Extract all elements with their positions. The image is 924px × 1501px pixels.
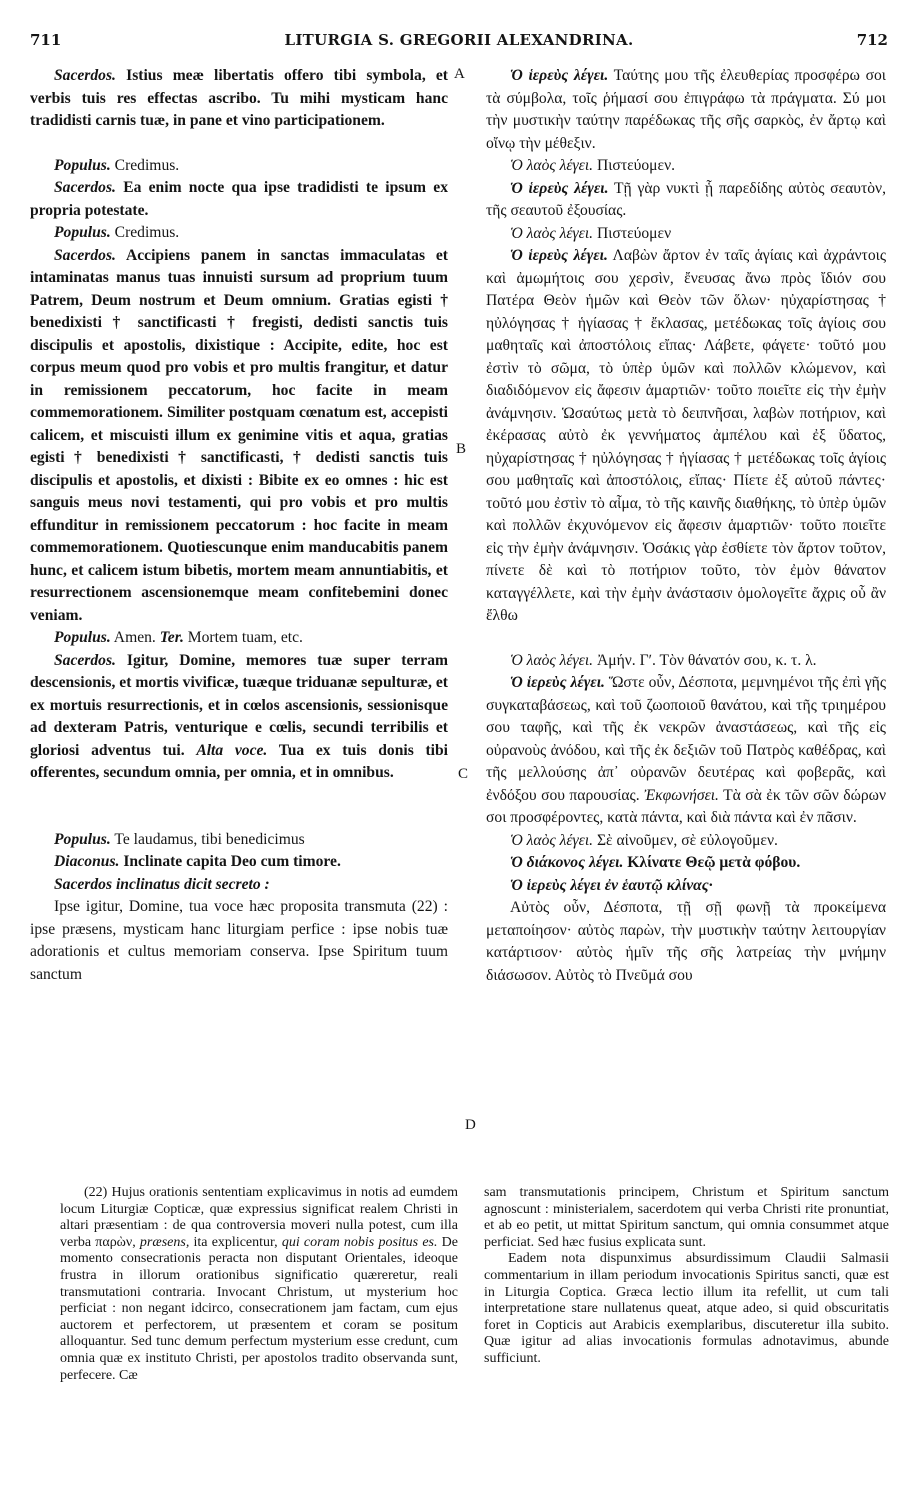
latin-rubric: Sacerdos inclinatus dicit secreto : bbox=[54, 875, 270, 893]
running-header bbox=[30, 31, 888, 57]
rubric-text: Ἐκφωνήσει. bbox=[644, 786, 719, 804]
speaker-label: Ὁ λαὸς λέγει. bbox=[510, 157, 594, 174]
greek-paragraph: Αὐτὸς οὖν, Δέσποτα, τῇ σῇ φωνῇ τὰ προκείμενα μεταποίησον· αὐτὸς παρὼν, τὴν μυστικὴν ταύτην λειτουργίαν κατάρτισον· αὐτὸς ἡμῖν τῆς σῆς λατρείας τὴν μνήμην διάσωσον. Αὐτὸς τὸ Πνεῦμά σου bbox=[486, 899, 886, 984]
greek-column bbox=[486, 65, 886, 987]
greek-paragraph bbox=[486, 830, 886, 853]
footnote-paragraph: Eadem nota dispunximus absurdissimum Claudii Salmasii commentarium in illam periodum invocationis Spiritus sancti, quæ est in Liturgia Coptica. Græca lectio illum ita refellit, ut cum tali interpretatione stare nullatenus queat, atque adeo, si quid obscuritatis foret in Copticis aut Arabicis exemplaribus, discuteretur illa subito. Quæ igitur ad alias invocationis formulas adnotavimus, abunde sufficiunt. bbox=[484, 1251, 889, 1366]
speaker-label: Sacerdos. bbox=[54, 651, 116, 669]
latin-paragraph: Ipse igitur, Domine, tua voce hæc proposita transmuta (22) : ipse præsens, mysticam hanc liturgiam perfice : ipse nobis tuæ adorationis et cultus memoriam conserva. Ipse Spiritum tuum sanctum bbox=[30, 898, 448, 983]
running-title: LITURGIA S. GREGORII ALEXANDRINA. bbox=[284, 31, 634, 49]
margin-letter-d: D bbox=[465, 1117, 476, 1133]
paragraph-text: Σὲ αἰνοῦμεν, σὲ εὐλογοῦμεν. bbox=[593, 831, 778, 849]
margin-letter-a: A bbox=[454, 66, 465, 82]
greek-paragraph bbox=[486, 65, 886, 155]
speaker-label: Sacerdos. bbox=[54, 246, 116, 264]
footnote-left-column bbox=[60, 1185, 458, 1384]
speaker-label: Populus. bbox=[54, 224, 111, 241]
page-number-right: 712 bbox=[856, 31, 888, 49]
latin-paragraph bbox=[30, 851, 448, 874]
footnote-paragraph bbox=[60, 1185, 458, 1384]
footnote-text: ita explicentur, bbox=[189, 1234, 282, 1250]
paragraph-text: Accipiens panem in sanctas immaculatas et intaminatas manus tuas innuisti sursum ad proprium tuum Patrem, Deum nostrum et Deum omnium. Gratias egisti † benedixisti † sanctificasti † fregisti, dedisti sanctis tuis discipulis et apostolis, dixistique : Accipite, edite, hoc est corpus meum quod pro vobis et pro multis frangitur, et datur in remissionem peccatorum, hoc facite in meam commemorationem. Similiter postquam cœnatum est, accepisti calicem, et miscuisti illum ex genimine vitis et aqua, gratias egisti † benedixisti † sanctificasti, † dedisti sanctis tuis discipulis et apostolis, et dixisti : Bibite ex eo omnes : hic est sanguis meus novi testamenti, qui pro vobis et pro multis effunditur in remissionem peccatorum : hoc facite in meam commemorationem. Quotiescunque enim manducabitis panem hunc, et calicem istum bibetis, mortem meam annuntiabitis, et resurrectionem ascensionemque meam confitebemini donec veniam. bbox=[30, 246, 448, 624]
speaker-label: Ὁ διάκονος λέγει. bbox=[510, 854, 624, 871]
latin-paragraph bbox=[30, 627, 448, 650]
greek-paragraph bbox=[486, 178, 886, 223]
latin-paragraph bbox=[30, 65, 448, 133]
margin-letter-b: B bbox=[456, 441, 467, 457]
greek-paragraph bbox=[486, 223, 886, 246]
footnote-text: qui coram nobis positus es. bbox=[281, 1234, 438, 1250]
paragraph-text: Ea enim nocte qua ipse tradidisti te ipsum ex propria potestate. bbox=[30, 179, 448, 219]
paragraph-text: Κλίνατε Θεῷ μετὰ φόβου. bbox=[623, 854, 801, 871]
margin-letter-c: C bbox=[458, 766, 469, 782]
paragraph-text: Ἀμήν. Γʹ. Τὸν θάνατόν σου, κ. τ. λ. bbox=[593, 651, 817, 669]
footnote-text: præsens, bbox=[139, 1234, 190, 1250]
speaker-label: Populus. bbox=[54, 156, 111, 174]
paragraph-text: Amen. bbox=[110, 629, 160, 646]
paragraph-text: Τῇ γὰρ νυκτὶ ᾗ παρεδίδης αὐτὸς σεαυτὸν, τῆς σεαυτοῦ ἐξουσίας. bbox=[486, 179, 886, 219]
latin-column bbox=[30, 65, 448, 986]
paragraph-text: Τὰ σὰ ἐκ τῶν σῶν δώρων σοι προσφέροντες, κατὰ πάντα, καὶ διὰ πάντα καὶ ἐν πᾶσιν. bbox=[486, 786, 886, 826]
footnote-text: De momento consecrationis peracta non disputant Orientales, ideoque frustra in illorum orationibus significatio quæreretur, reali transmutationi contraria. Invocant Christum, ut mysterium hoc perficiat : non negant idcirco, consecrationem jam factam, cum ejus auctorem et perfectorem, ut præsentem et coram se positum alloquantur. Sed tunc demum perfectum mysterium esse credunt, cum omnia quæ ex instituto Christi, per apostolos tradito observanda sunt, perfecere. Cæ bbox=[60, 1234, 459, 1383]
speaker-label: Ὁ λαὸς λέγει. bbox=[510, 651, 594, 669]
speaker-label: Diaconus. bbox=[54, 853, 120, 870]
latin-paragraph bbox=[30, 650, 448, 785]
greek-paragraph bbox=[486, 155, 886, 178]
paragraph-text: Πιστεύομεν bbox=[593, 224, 672, 242]
greek-paragraph bbox=[486, 650, 886, 673]
footnote-text: (22) Hujus orationis sententiam explicavimus in notis ad eumdem locum Liturgiæ Copticæ, quæ expressius significat realem Christi in altari præsentiam : de qua controversia moveri nulla potest, cum illa verba παρὼν, bbox=[60, 1185, 458, 1250]
paragraph-text: Credimus. bbox=[110, 224, 180, 241]
paragraph-text: Inclinate capita Deo cum timore. bbox=[119, 853, 341, 870]
latin-paragraph bbox=[30, 829, 448, 852]
paragraph-text: Te laudamus, tibi benedicimus bbox=[110, 830, 305, 848]
speaker-label: Sacerdos. bbox=[54, 179, 116, 196]
speaker-label: Ὁ λαὸς λέγει. bbox=[510, 224, 594, 242]
footnote-right-column bbox=[484, 1185, 889, 1368]
speaker-label: Ὁ ἱερεὺς λέγει. bbox=[510, 674, 605, 691]
speaker-label: Ὁ ἱερεὺς λέγει. bbox=[510, 67, 609, 84]
greek-paragraph bbox=[486, 672, 886, 830]
paragraph-text: Mortem tuam, etc. bbox=[183, 629, 303, 646]
latin-paragraph bbox=[30, 222, 448, 245]
rubric-text: Alta voce. bbox=[196, 741, 268, 759]
greek-rubric: Ὁ ἱερεὺς λέγει ἐν ἑαυτῷ κλίνας· bbox=[510, 876, 713, 894]
paragraph-text: Istius meæ libertatis offero tibi symbola, et verbis tuis res effectas ascribo. Tu mihi mysticam hanc tradidisti carnis tuæ, in pane et vino participationem. bbox=[30, 67, 448, 129]
paragraph-text: Ὥστε οὖν, Δέσποτα, μεμνημένοι τῆς ἐπὶ γῆς συγκαταβάσεως, καὶ τοῦ ζωοποιοῦ θανάτου, καὶ τῆς τριημέρου σου ταφῆς, καὶ τῆς ἐκ νεκρῶν ἀναστάσεως, καὶ τῆς εἰς οὐρανοὺς ἀνόδου, καὶ τῆς ἐκ δεξιῶν τοῦ Πατρὸς καθέδρας, καὶ τῆς μελλούσης ἀπ᾽ οὐρανῶν δευτέρας καὶ φοβερᾶς, καὶ ἐνδόξου σου παρουσίας. bbox=[486, 674, 886, 804]
greek-paragraph bbox=[486, 852, 886, 875]
paragraph-text: Tua ex tuis donis tibi offerentes, secundum omnia, per omnia, et in omnibus. bbox=[30, 741, 448, 781]
greek-paragraph bbox=[486, 245, 886, 628]
page-number-left: 711 bbox=[30, 31, 62, 49]
rubric-text: Ter. bbox=[159, 629, 184, 646]
speaker-label: Populus. bbox=[54, 830, 111, 848]
speaker-label: Ὁ ἱερεὺς λέγει. bbox=[510, 179, 609, 197]
speaker-label: Sacerdos. bbox=[54, 67, 116, 84]
paragraph-text: Λαβὼν ἄρτον ἐν ταῖς ἁγίαις καὶ ἀχράντοις καὶ ἀμωμήτοις σου χερσὶν, ἔνευσας ἄνω πρὸς ἴδιόν σου Πατέρα Θεὸν ἡμῶν καὶ Θεὸν τῶν ὅλων· ηὐχαρίστησας † ηὐλόγησας † ἡγίασας † ἔκλασας, μετέδωκας τοῖς ἁγίοις σου μαθηταῖς καὶ ἀποστόλοις εἴπας· Λάβετε, φάγετε· τοῦτό μου ἐστὶν τὸ σῶμα, τὸ ὑπὲρ ὑμῶν καὶ πολλῶν κλώμενον, καὶ διαδιδόμενον εἰς ἄφεσιν ἁμαρτιῶν· τοῦτο ποιεῖτε εἰς τὴν ἐμὴν ἀνάμνησιν. Ὡσαύτως μετὰ τὸ δειπνῆσαι, λαβὼν ποτήριον, καὶ ἐκέρασας αὐτὸ ἐκ γεννήματος ἀμπέλου καὶ ἐξ ὕδατος, ηὐχαρίστησας † ηὐλόγησας † ἡγίασας † μετέδωκας τοῖς ἁγίοις σου μαθηταῖς καὶ ἀποστόλοις, εἴπας· Πίετε ἐξ αὐτοῦ πάντες· τοῦτό μου ἐστὶν τὸ αἷμα, τὸ τῆς καινῆς διαθήκης, τὸ ὑπὲρ ὑμῶν καὶ πολλῶν ἐκχυνόμενον εἰς ἄφεσιν ἁμαρτιῶν· τοῦτο ποιεῖτε εἰς τὴν ἐμὴν ἀνάμνησιν. Ὁσάκις γὰρ ἐσθίετε τὸν ἄρτον τοῦτον, πίνετε δὲ καὶ τὸ ποτήριον τοῦτο, τὸν ἐμὸν θάνατον καταγγέλλετε, καὶ τὴν ἐμὴν ἀνάστασιν ὁμολογεῖτε ἄχρις οὗ ἂν ἔλθω bbox=[486, 247, 886, 624]
paragraph-text: Igitur, Domine, memores tuæ super terram descensionis, et mortis vivificæ, tuæque triduanæ sepulturæ, et ex mortuis resurrectionis, et in cœlos ascensionis, sessionisque ad dexteram Patris, venturique e cœlis, secundi terribilis et gloriosi adventus tui. bbox=[30, 651, 448, 759]
footnote-paragraph: sam transmutationis principem, Christum et Spiritum sanctum agnoscunt : ministerialem, sacerdotem qui verba Christi rite pronuntiat, et ab eo petit, ut mittat Spiritum sanctum, qui omnia consummet atque perficiat. Sed hæc fusius explicata sunt. bbox=[484, 1185, 889, 1250]
paragraph-text: Credimus. bbox=[110, 156, 180, 174]
speaker-label: Ὁ ἱερεὺς λέγει. bbox=[510, 247, 608, 264]
speaker-label: Populus. bbox=[54, 629, 111, 646]
paragraph-text: Πιστεύομεν. bbox=[593, 157, 676, 174]
latin-paragraph bbox=[30, 155, 448, 178]
latin-paragraph bbox=[30, 177, 448, 222]
latin-paragraph bbox=[30, 245, 448, 628]
speaker-label: Ὁ λαὸς λέγει. bbox=[510, 831, 594, 849]
paragraph-text: Ταύτης μου τῆς ἐλευθερίας προσφέρω σοι τὰ σύμβολα, τοῖς ῥήμασί σου ἐπιγράφω τὰ πράγματα. Σύ μοι τὴν μυστικὴν ταύτην παρέδωκας τῆς σῆς σαρκὸς, ἐν ἄρτῳ καὶ οἴνῳ τὴν μέθεξιν. bbox=[486, 67, 886, 152]
